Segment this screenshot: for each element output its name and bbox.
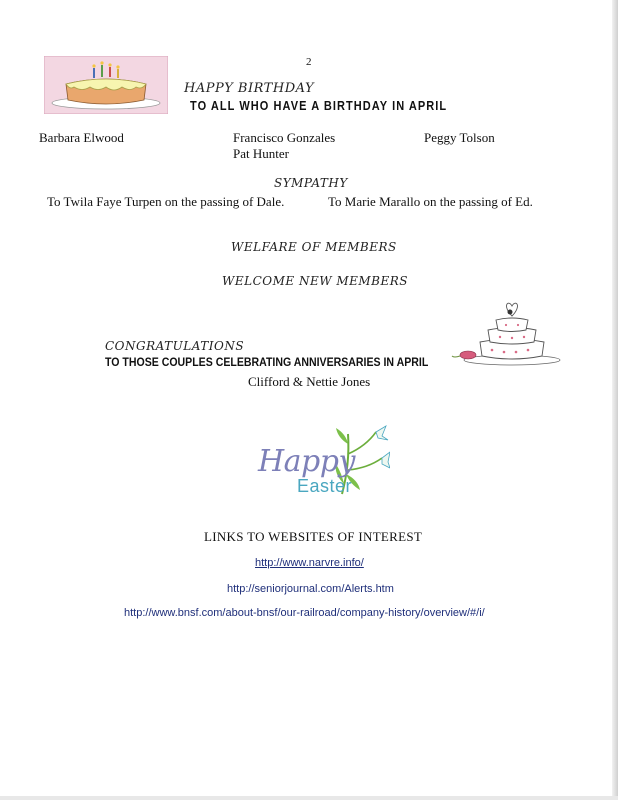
sympathy-line: To Marie Marallo on the passing of Ed.: [328, 194, 533, 209]
happy-easter-text: [258, 444, 355, 479]
links-heading: LINKS TO WEBSITES OF INTEREST: [204, 529, 423, 544]
welcome-heading: WELCOME NEW MEMBERS: [222, 274, 409, 288]
sympathy-heading: SYMPATHY: [274, 176, 348, 190]
birthday-subheading: TO ALL WHO HAVE A BIRTHDAY IN APRIL: [190, 99, 448, 113]
link-seniorjournal[interactable]: http://seniorjournal.com/Alerts.htm: [227, 583, 394, 595]
welfare-heading: WELFARE OF MEMBERS: [231, 240, 397, 254]
page-number: 2: [306, 56, 312, 68]
link-bnsf[interactable]: http://www.bnsf.com/about-bnsf/our-railroad/company-history/overview/#/i/: [124, 607, 485, 619]
page-edge-shadow: [612, 0, 618, 800]
birthday-name: Pat Hunter: [233, 146, 289, 161]
birthday-cake-icon: [44, 56, 168, 114]
easter-word-easter: Easter: [297, 476, 353, 496]
page-bottom-edge: [0, 796, 618, 800]
sympathy-line: To Twila Faye Turpen on the passing of Dale.: [47, 194, 285, 209]
birthday-name: Barbara Elwood: [39, 130, 124, 145]
congratulations-heading: CONGRATULATIONS: [105, 339, 245, 353]
wedding-cake-icon: [450, 300, 562, 368]
birthday-name: Peggy Tolson: [424, 130, 495, 145]
birthday-name: Francisco Gonzales: [233, 130, 336, 145]
easter-word-wrap: [297, 476, 352, 497]
congratulations-subheading: TO THOSE COUPLES CELEBRATING ANNIVERSARIES IN APRIL: [105, 355, 429, 369]
easter-word-happy: Happy: [258, 444, 355, 479]
birthday-heading: HAPPY BIRTHDAY: [184, 81, 315, 96]
link-narvre[interactable]: http://www.narvre.info/: [255, 557, 364, 569]
anniversary-name: Clifford & Nettie Jones: [248, 374, 371, 389]
